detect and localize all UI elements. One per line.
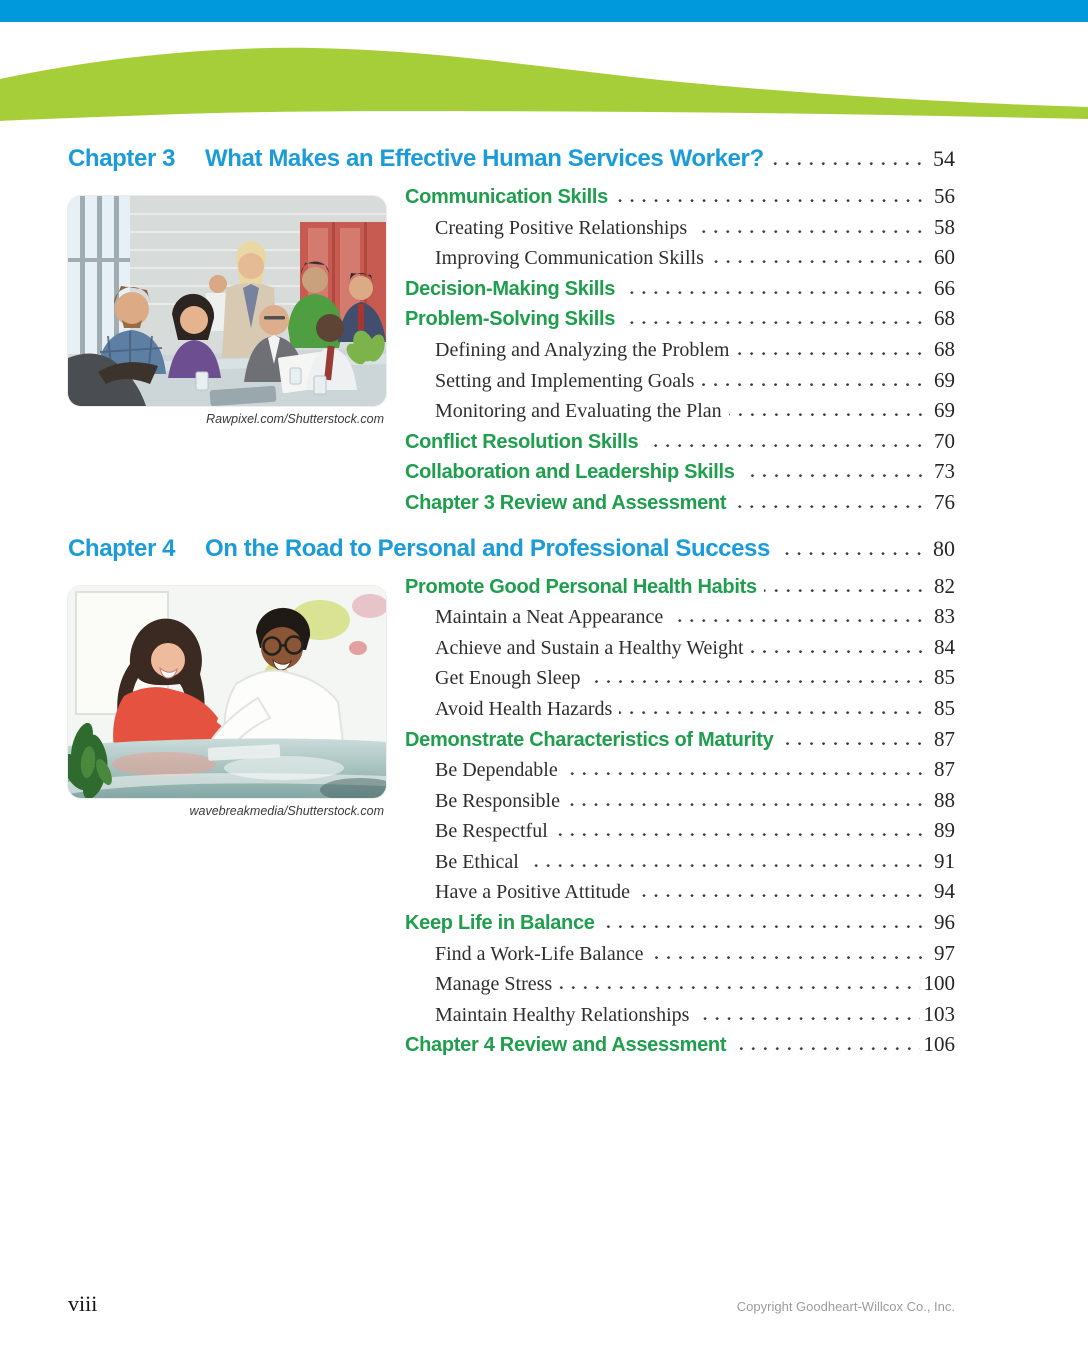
chapter-title: On the Road to Personal and Professional Success	[205, 534, 770, 562]
dotted-leader	[622, 320, 930, 325]
toc-entry-title: Communication Skills	[405, 186, 608, 208]
chapter-label: Chapter 4	[68, 534, 176, 562]
dotted-leader	[565, 771, 930, 776]
page-header	[0, 0, 1088, 132]
toc-entry-title: Find a Work-Life Balance	[435, 942, 644, 965]
toc-entry	[405, 337, 955, 368]
top-blue-band	[0, 0, 1088, 22]
chapter-3-photo	[68, 196, 386, 521]
toc-entry	[405, 788, 955, 819]
toc-entry-title: Keep Life in Balance	[405, 912, 595, 935]
toc-entry	[405, 665, 955, 696]
toc-entry	[405, 635, 955, 666]
toc-entry-title: Collaboration and Leadership Skills	[405, 461, 735, 484]
dotted-leader	[567, 802, 930, 807]
dotted-leader	[764, 588, 930, 593]
dotted-leader	[602, 924, 930, 929]
dotted-leader	[559, 985, 919, 990]
toc-entry-page: 106	[923, 1032, 955, 1057]
toc-entry	[405, 818, 955, 849]
chapter-3-entries	[405, 184, 955, 521]
toc-entry-page: 60	[934, 245, 955, 270]
dotted-leader	[588, 679, 930, 684]
toc-entry	[405, 757, 955, 788]
toc-entry-page: 69	[934, 367, 955, 392]
toc-entry	[405, 727, 955, 758]
dotted-leader	[555, 832, 930, 837]
toc-entry-page: 66	[934, 275, 955, 300]
toc-entry-title: Be Dependable	[435, 759, 558, 782]
two-colleagues-photo	[68, 586, 386, 798]
toc-entry-page: 89	[934, 818, 955, 843]
toc-entry-page: 97	[934, 940, 955, 965]
dotted-leader	[645, 443, 930, 448]
toc-entry	[405, 398, 955, 429]
toc-entry	[405, 849, 955, 880]
toc-entry	[405, 306, 955, 337]
toc-entry-title: Be Ethical	[435, 850, 519, 873]
dotted-leader	[751, 649, 931, 654]
chapter-label: Chapter 3	[68, 145, 176, 172]
toc-entry-title: Manage Stress	[435, 973, 553, 996]
dotted-leader	[651, 955, 930, 960]
toc-entry-page: 103	[923, 1001, 955, 1026]
photo-credit: Rawpixel.com/Shutterstock.com	[206, 412, 384, 426]
toc-entry-page: 76	[934, 489, 955, 514]
dotted-leader	[694, 229, 930, 234]
toc-entry	[405, 245, 955, 276]
dotted-leader	[711, 259, 930, 264]
toc-entry-title: Decision-Making Skills	[405, 277, 616, 300]
dotted-leader	[773, 161, 929, 166]
toc-entry-title: Chapter 4 Review and Assessment	[405, 1034, 727, 1057]
dotted-leader	[780, 741, 930, 746]
toc-entry-title: Avoid Health Hazards	[435, 697, 613, 720]
toc-entry-page: 85	[934, 665, 955, 690]
toc-entry-page: 87	[934, 757, 955, 782]
dotted-leader	[622, 290, 930, 295]
toc-entry	[405, 184, 955, 215]
toc-entry-page: 82	[934, 573, 955, 598]
chapter-4-heading	[68, 535, 955, 572]
dotted-leader	[736, 351, 930, 356]
chapter-4-entries	[405, 574, 955, 1064]
toc-entry-title: Chapter 3 Review and Assessment	[405, 491, 727, 514]
toc-entry-title: Get Enough Sleep	[435, 667, 581, 690]
dotted-leader	[729, 412, 930, 417]
toc-entry-page: 100	[923, 971, 955, 996]
toc-entry-title: Be Responsible	[435, 789, 560, 812]
toc-entry-page: 91	[934, 848, 955, 873]
dotted-leader	[637, 893, 930, 898]
copyright-notice: Copyright Goodheart-Willcox Co., Inc.	[736, 1299, 955, 1314]
dotted-leader	[742, 473, 930, 478]
toc-entry	[405, 215, 955, 246]
toc-entry-title: Maintain a Neat Appearance	[435, 606, 664, 629]
dotted-leader	[526, 863, 930, 868]
toc-entry	[405, 604, 955, 635]
dotted-leader	[696, 1016, 919, 1021]
toc-entry-page: 56	[934, 184, 955, 208]
toc-entry-title: Conflict Resolution Skills	[405, 430, 639, 453]
chapter-page-number: 54	[933, 146, 955, 171]
toc-entry-title: Improving Communication Skills	[435, 247, 704, 270]
toc-entry-page: 85	[934, 695, 955, 720]
toc-entry-page: 70	[934, 428, 955, 453]
dotted-leader	[733, 1046, 919, 1051]
toc-entry-title: Demonstrate Characteristics of Maturity	[405, 728, 774, 751]
dotted-leader	[701, 382, 930, 387]
toc-entry-title: Creating Positive Relationships	[435, 216, 688, 239]
green-wave-graphic	[0, 22, 1088, 132]
page-footer	[68, 1291, 955, 1317]
photo-credit: wavebreakmedia/Shutterstock.com	[189, 803, 384, 818]
table-of-contents	[0, 132, 1088, 1063]
chapter-page-number: 80	[933, 535, 955, 561]
dotted-leader	[619, 710, 930, 715]
toc-entry	[405, 910, 955, 941]
toc-entry-page: 68	[934, 336, 955, 361]
chapter-title: What Makes an Effective Human Services Worker?	[205, 145, 764, 172]
toc-entry-title: Problem-Solving Skills	[405, 308, 616, 331]
chapter-3-heading	[68, 145, 955, 182]
toc-entry	[405, 941, 955, 972]
toc-entry-title: Promote Good Personal Health Habits	[405, 575, 757, 598]
dotted-leader	[733, 504, 930, 509]
office-meeting-photo	[68, 196, 386, 406]
toc-entry	[405, 574, 955, 605]
toc-entry-page: 83	[934, 604, 955, 629]
toc-entry-title: Achieve and Sustain a Healthy Weight	[435, 636, 744, 659]
toc-entry	[405, 368, 955, 399]
toc-entry-title: Monitoring and Evaluating the Plan	[435, 400, 722, 423]
toc-entry-page: 68	[934, 306, 955, 331]
toc-chapter-4	[68, 535, 955, 1064]
toc-entry-page: 87	[934, 726, 955, 751]
toc-entry-title: Defining and Analyzing the Problem	[435, 338, 730, 361]
toc-entry	[405, 696, 955, 727]
toc-entry-page: 69	[934, 398, 955, 423]
toc-entry	[405, 276, 955, 307]
toc-entry	[405, 1002, 955, 1033]
folio-page-number: viii	[68, 1291, 98, 1316]
toc-entry-title: Have a Positive Attitude	[435, 881, 630, 904]
toc-entry	[405, 1032, 955, 1063]
toc-entry	[405, 879, 955, 910]
toc-entry-page: 84	[934, 634, 955, 659]
dotted-leader	[670, 618, 930, 623]
toc-entry-page: 88	[934, 787, 955, 812]
toc-entry-page: 96	[934, 910, 955, 935]
toc-entry-page: 73	[934, 459, 955, 484]
toc-entry-page: 58	[934, 214, 955, 239]
dotted-leader	[779, 551, 929, 556]
toc-entry	[405, 429, 955, 460]
toc-entry-page: 94	[934, 879, 955, 904]
toc-entry-title: Be Respectful	[435, 820, 548, 843]
toc-entry-title: Maintain Healthy Relationships	[435, 1003, 690, 1026]
chapter-4-photo	[68, 586, 386, 1064]
toc-entry-title: Setting and Implementing Goals	[435, 369, 695, 392]
toc-entry	[405, 490, 955, 521]
toc-entry	[405, 459, 955, 490]
toc-entry	[405, 971, 955, 1002]
toc-chapter-3	[68, 145, 955, 521]
dotted-leader	[615, 198, 930, 203]
